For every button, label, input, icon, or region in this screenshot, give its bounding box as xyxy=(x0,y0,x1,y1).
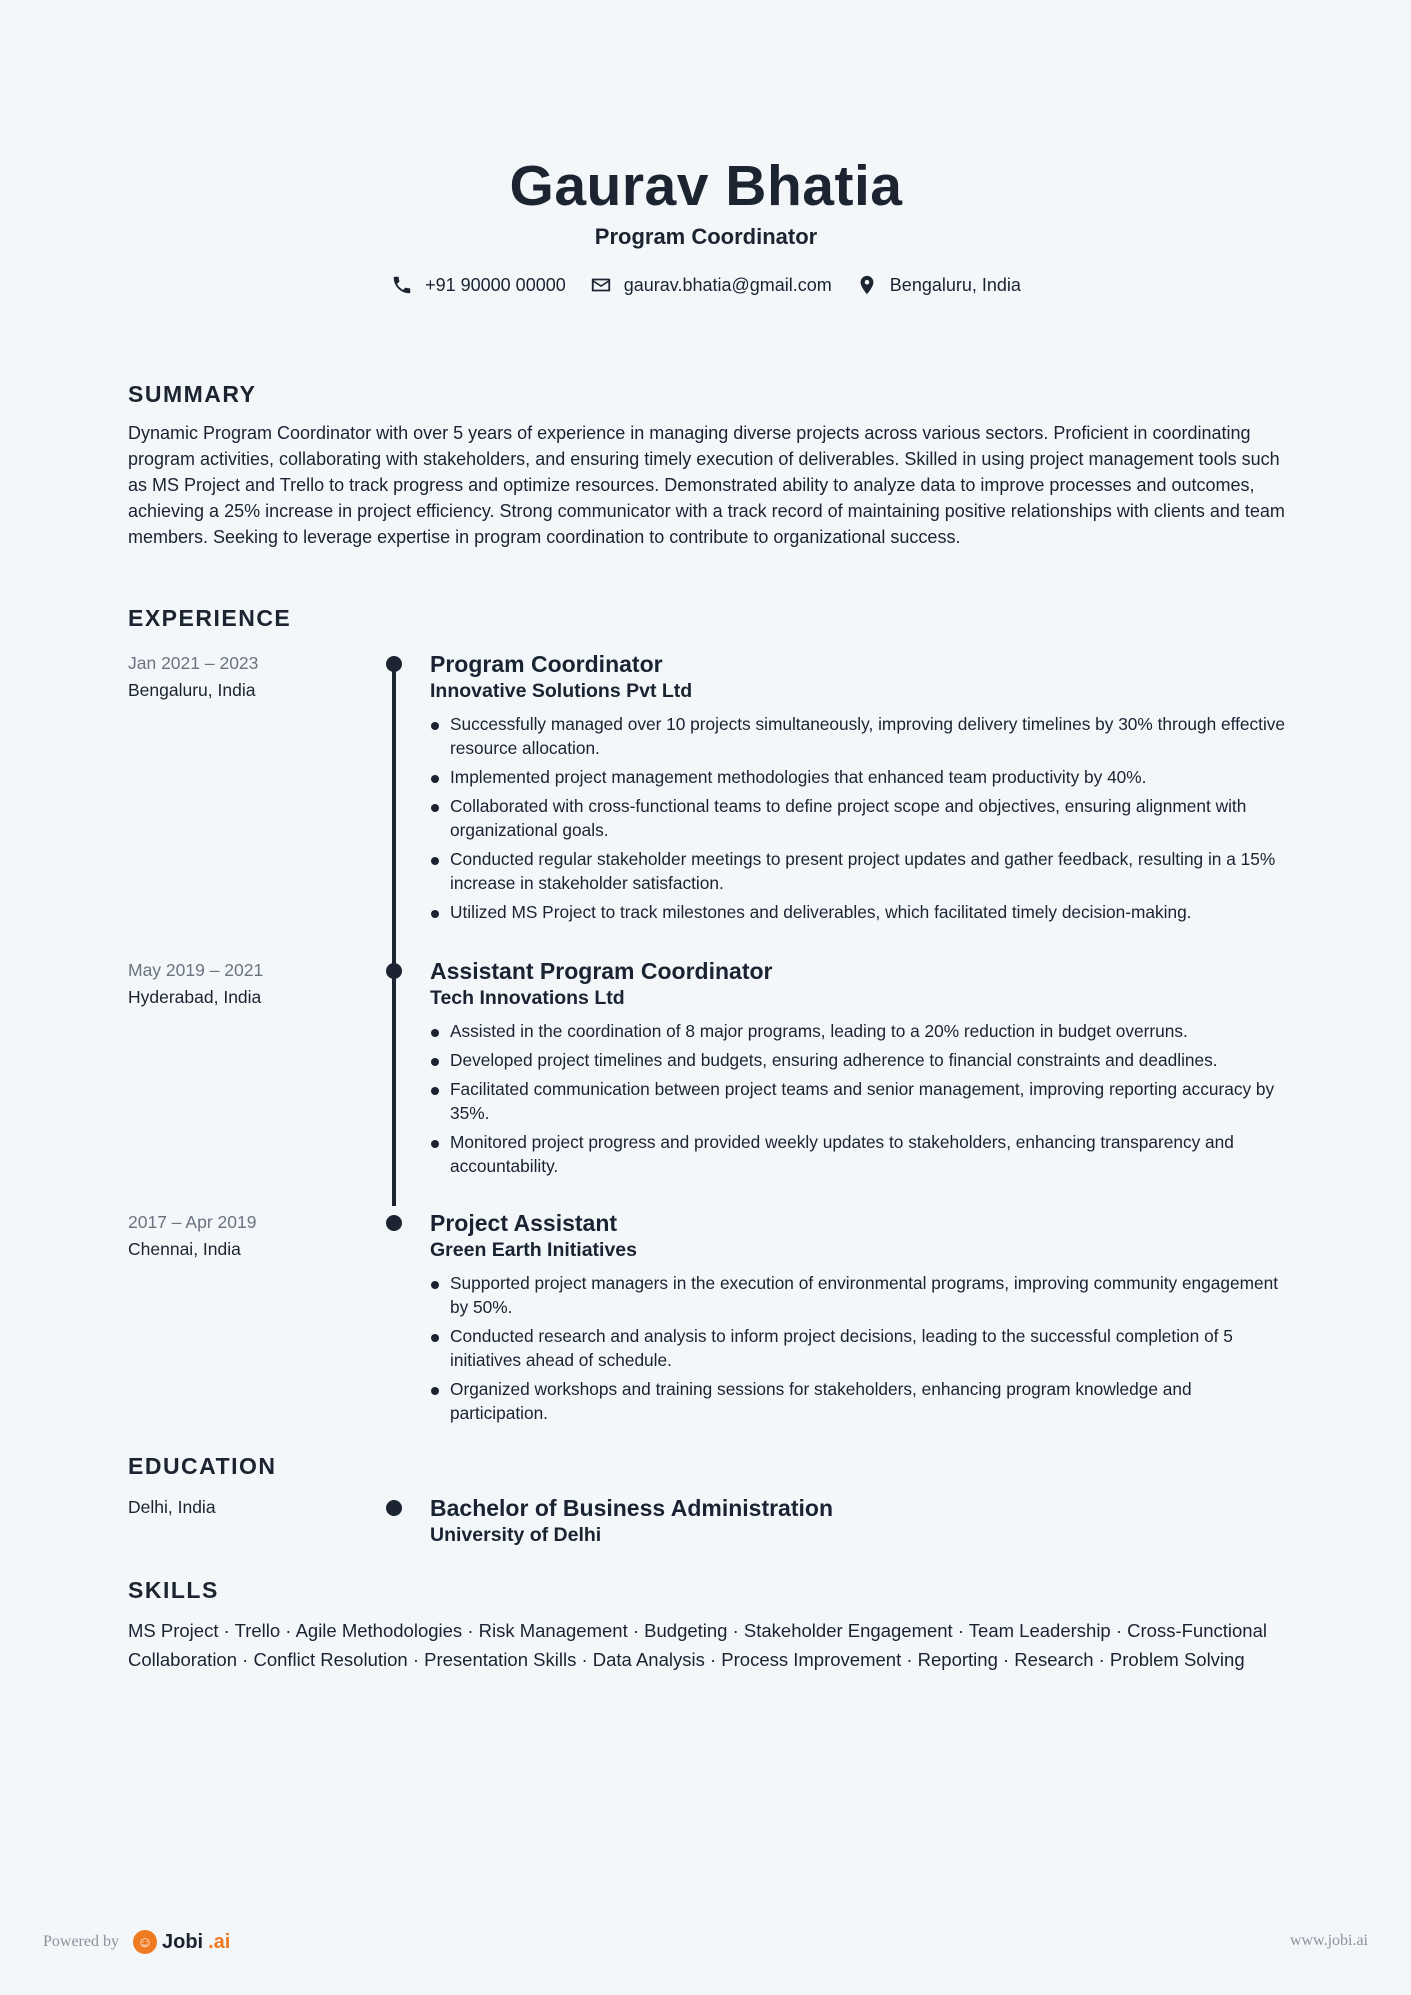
timeline-dot xyxy=(386,1215,402,1231)
bullet-list xyxy=(430,1271,1290,1425)
logo-brand: Jobi xyxy=(161,1930,204,1953)
bullet-item: Successfully managed over 10 projects simultaneously, improving delivery timelines by 30% through effective resource allocation. xyxy=(430,712,1290,760)
entry-location: Hyderabad, India xyxy=(128,987,262,1007)
timeline-line xyxy=(392,662,396,1206)
job-title: Project Assistant xyxy=(430,1210,618,1236)
location-pin-icon xyxy=(856,274,878,296)
contact-email[interactable] xyxy=(590,274,832,296)
school-name: University of Delhi xyxy=(430,1524,602,1546)
timeline-dot xyxy=(386,963,402,979)
entry-meta xyxy=(128,1494,368,1521)
jobi-logo-icon: ☺ xyxy=(133,1930,157,1954)
timeline-dot xyxy=(386,656,402,672)
skills-heading: SKILLS xyxy=(128,1577,219,1603)
bullet-list xyxy=(430,712,1290,924)
job-title: Assistant Program Coordinator xyxy=(430,958,773,984)
entry-date: May 2019 – 2021 xyxy=(128,960,264,980)
company-name: Green Earth Initiatives xyxy=(430,1239,637,1261)
entry-content xyxy=(430,650,1290,929)
location-text: Bengaluru, India xyxy=(889,274,1021,295)
job-title: Program Coordinator xyxy=(430,651,663,677)
candidate-name: Gaurav Bhatia xyxy=(509,154,903,218)
bullet-item: Utilized MS Project to track milestones and deliverables, which facilitated timely decision-making. xyxy=(430,900,1290,924)
bullet-item: Developed project timelines and budgets, ensuring adherence to financial constraints and deadlines. xyxy=(430,1048,1290,1072)
entry-meta xyxy=(128,1209,368,1263)
contact-row xyxy=(128,274,1284,296)
company-name: Innovative Solutions Pvt Ltd xyxy=(430,680,693,702)
entry-meta xyxy=(128,957,368,1011)
bullet-item: Conducted regular stakeholder meetings to present project updates and gather feedback, resulting in a 15% increase in stakeholder satisfaction. xyxy=(430,847,1290,895)
entry-location: Delhi, India xyxy=(128,1497,216,1517)
jobi-logo[interactable] xyxy=(133,1930,230,1954)
entry-content xyxy=(430,1494,1290,1548)
summary-text: Dynamic Program Coordinator with over 5 years of experience in managing diverse projects across various sectors. Proficient in coordinating program activities, collaborating with stakeholders, and ensuring timely execution of deliverables. Skilled in using project management tools such as MS Project and Trello to track progress and optimize resources. Demonstrated ability to analyze data to improve processes and outcomes, achieving a 25% increase in project efficiency. Strong communicator with a track record of maintaining positive relationships with clients and team members. Seeking to leverage expertise in program coordination to contribute to organizational success. xyxy=(128,423,1285,547)
summary-heading: SUMMARY xyxy=(128,381,257,407)
logo-brand-suffix: .ai xyxy=(208,1930,231,1953)
footer-powered-by xyxy=(43,1930,230,1954)
powered-by-text: Powered by xyxy=(43,1933,119,1950)
entry-content xyxy=(430,957,1290,1183)
bullet-item: Assisted in the coordination of 8 major programs, leading to a 20% reduction in budget overruns. xyxy=(430,1019,1290,1043)
bullet-item: Organized workshops and training sessions for stakeholders, enhancing program knowledge and participation. xyxy=(430,1377,1290,1425)
timeline-dot xyxy=(386,1500,402,1516)
footer-url[interactable]: www.jobi.ai xyxy=(1289,1932,1368,1949)
mail-icon xyxy=(590,274,612,296)
bullet-item: Collaborated with cross-functional teams to define project scope and objectives, ensuring alignment with organizational goals. xyxy=(430,794,1290,842)
bullet-list xyxy=(430,1019,1290,1178)
entry-content xyxy=(430,1209,1290,1430)
education-heading: EDUCATION xyxy=(128,1453,277,1479)
experience-heading: EXPERIENCE xyxy=(128,605,292,631)
entry-date: 2017 – Apr 2019 xyxy=(128,1212,257,1232)
company-name: Tech Innovations Ltd xyxy=(430,987,625,1009)
skills-text: MS Project · Trello · Agile Methodologies · Risk Management · Budgeting · Stakeholder Engagement · Team Leadership · Cross-Functional Collaboration · Conflict Resolution · Presentation Skills · Data Analysis · Process Improvement · Reporting · Research · Problem Solving xyxy=(128,1620,1267,1670)
contact-phone xyxy=(391,274,566,296)
entry-date: Jan 2021 – 2023 xyxy=(128,653,259,673)
bullet-item: Implemented project management methodologies that enhanced team productivity by 40%. xyxy=(430,765,1290,789)
bullet-item: Conducted research and analysis to inform project decisions, leading to the successful completion of 5 initiatives ahead of schedule. xyxy=(430,1324,1290,1372)
email-text[interactable]: gaurav.bhatia@gmail.com xyxy=(623,274,832,295)
bullet-item: Facilitated communication between project teams and senior management, improving reporting accuracy by 35%. xyxy=(430,1077,1290,1125)
bullet-item: Monitored project progress and provided weekly updates to stakeholders, enhancing transparency and accountability. xyxy=(430,1130,1290,1178)
bullet-item: Supported project managers in the execution of environmental programs, improving community engagement by 50%. xyxy=(430,1271,1290,1319)
phone-icon xyxy=(391,274,413,296)
entry-location: Bengaluru, India xyxy=(128,680,256,700)
candidate-role: Program Coordinator xyxy=(594,224,818,249)
resume-header xyxy=(128,150,1284,296)
entry-location: Chennai, India xyxy=(128,1239,241,1259)
phone-text: +91 90000 00000 xyxy=(425,274,566,295)
contact-location xyxy=(856,274,1021,296)
entry-meta xyxy=(128,650,368,704)
degree-title: Bachelor of Business Administration xyxy=(430,1495,833,1521)
